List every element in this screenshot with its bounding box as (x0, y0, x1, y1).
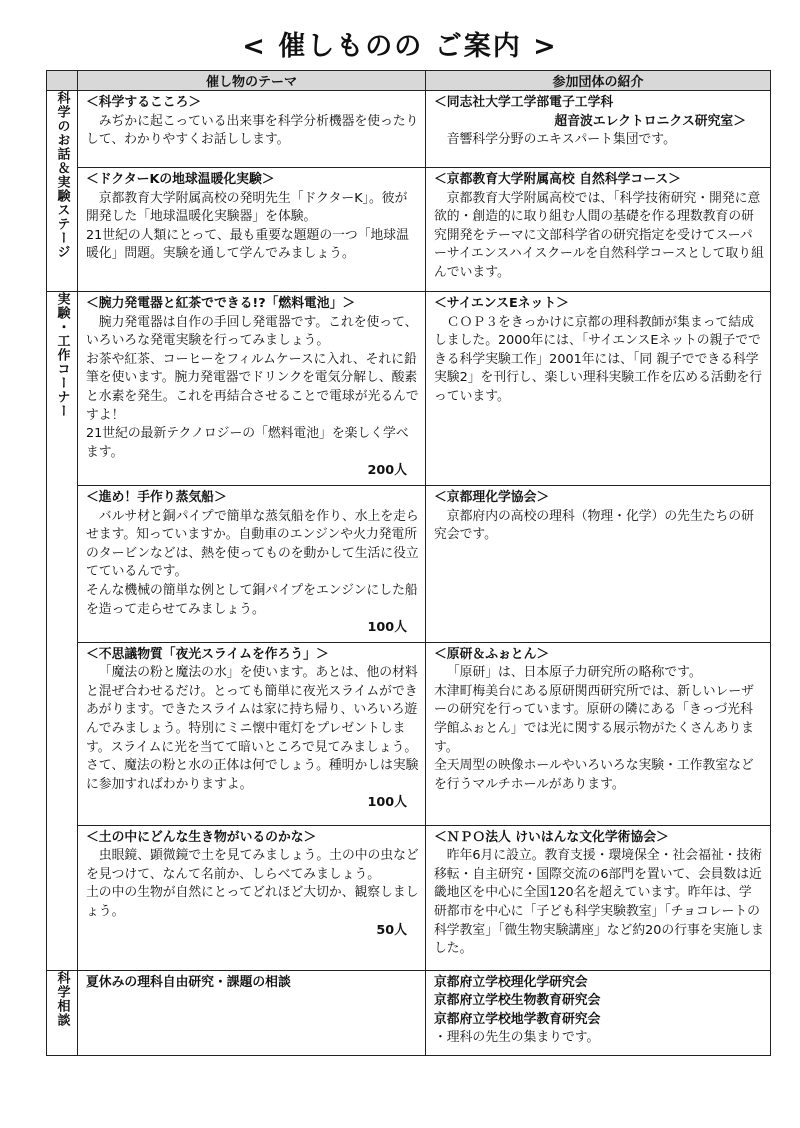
theme-cell (78, 168, 426, 292)
group-cell (426, 292, 771, 486)
consult-theme-cell (78, 970, 426, 1055)
theme-body: みぢかに起こっている出来事を科学分析機器を使ったりして、わかりやすくお話しします。 (86, 113, 419, 148)
category-stage (47, 91, 78, 292)
group-body: 「原研」は、日本原子力研究所の略称です。 木津町梅美台にある原研関西研究所では、新しいレーザーの研究を行っています。原研の隣にある「きっづ光科学館ふぉとん」では光に関する展示物がたくさんあります。 全天周型の映像ホールやいろいろな実験・工作教室などを行うマルチホールがあります。 (434, 665, 754, 792)
group-cell (426, 91, 771, 168)
group-body: 京都教育大学附属高校では、「科学技術研究・開発に意欲的・創造的に取り組む人間の基礎を作る理数教育の研究開発をテーマに文部科学省の研究指定を受けてスーパーサイエンスハイスクールを自然科学コースとして取り組んでいます。 (434, 190, 764, 280)
theme-title: ＜不思議物質「夜光スライムを作ろう」＞ (86, 646, 329, 662)
group-cell (426, 642, 771, 825)
group-title: ＜同志社大学工学部電子工学科 (434, 95, 614, 110)
group-body: 昨年6月に設立。教育支援・環境保全・社会福祉・技術移転・自主研究・国際交流の6部門を置いて、会員数は近畿地区を中心に全国120名を超えています。昨年は、学研都市を中心に「子ども科学実験教室」「チョコレートの科学教室」「微生物実験講座」など約20の行事を実施しました。 (434, 848, 764, 957)
page-title: < 催しものの ご案内 > (242, 31, 558, 62)
theme-title: ＜ドクターKの地球温暖化実験＞ (86, 172, 275, 187)
theme-cell (78, 485, 426, 642)
consult-group: 京都府立学校生物教育研究会 (434, 993, 601, 1009)
group-title: ＜ＮＰＯ法人 けいはんな文化学術協会＞ (434, 829, 669, 845)
theme-body: 虫眼鏡、顕微鏡で土を見てみましょう。土の中の虫などを見つけて、なんて名前か、しらべてみましょう。 土の中の生物が自然にとってどれほど大切か、観察しましょう。 (86, 848, 419, 920)
theme-title: ＜科学するこころ＞ (86, 95, 202, 110)
group-subtitle: 超音波エレクトロニクス研究室＞ (554, 113, 746, 129)
category-consult (47, 970, 78, 1055)
consult-group: 京都府立学校地学教育研究会 (434, 1011, 601, 1027)
category-craft (47, 292, 78, 971)
header-groups: 参加団体の紹介 (426, 71, 771, 91)
header-theme: 催し物のテーマ (78, 71, 426, 91)
theme-title: ＜腕力発電器と紅茶でできる!?「燃料電池」＞ (86, 296, 356, 311)
theme-body: 京都教育大学附属高校の発明先生「ドクターK」。彼が開発した「地球温暖化実験器」を体験。 21世紀の人類にとって、最も重要な題題の一つ「地球温暖化」問題。実験を通して学んでみましょう。 (86, 190, 409, 262)
group-cell (426, 485, 771, 642)
group-title: ＜京都理化学協会＞ (434, 489, 550, 505)
group-title: ＜サイエンスEネット＞ (434, 296, 569, 311)
capacity-count: 50人 (376, 922, 407, 938)
group-title: ＜原研＆ふぉとん＞ (434, 646, 550, 662)
consult-theme: 夏休みの理科自由研究・課題の相談 (86, 974, 291, 990)
theme-body: バルサ材と銅パイプで簡単な蒸気船を作り、水上を走らせます。知っていますか。自動車のエンジンや火力発電所のタービンなどは、熱を使ってものを動かして生活に役立てているんです。 そんな機械の簡単な例として銅パイプをエンジンにした船を造って走らせてみましょう。 (86, 508, 419, 617)
category-consult-label: 科学相談 (54, 970, 70, 1027)
theme-cell (78, 91, 426, 168)
capacity-count: 200人 (367, 463, 407, 479)
consult-note: ・理科の先生の集まりです。 (434, 1030, 600, 1046)
header-corner (47, 71, 78, 91)
theme-title: ＜土の中にどんな生き物がいるのかな＞ (86, 829, 317, 845)
theme-cell (78, 292, 426, 486)
group-title: ＜京都教育大学附属高校 自然科学コース＞ (434, 172, 681, 187)
capacity-count: 100人 (367, 795, 407, 811)
theme-title: ＜進め！手作り蒸気船＞ (86, 489, 227, 505)
category-stage-label: 科学のお話＆実験ステージ (54, 91, 70, 259)
consult-groups-cell (426, 970, 771, 1055)
group-cell (426, 168, 771, 292)
theme-cell (78, 825, 426, 970)
group-body: 音響科学分野のエキスパート集団です。 (446, 132, 676, 148)
group-body: 京都府内の高校の理科（物理・化学）の先生たちの研究会です。 (434, 508, 754, 543)
group-cell (426, 825, 771, 970)
category-craft-label: 実験・工作コーナー (54, 292, 70, 418)
theme-body: 「魔法の粉と魔法の水」を使います。あとは、他の材料と混ぜ合わせるだけ。とっても簡単に夜光スライムができあがります。できたスライムは家に持ち帰り、いろいろ遊んでみましょう。特別にミニ懐中電灯をプレゼントします。スライムに光を当てて暗いところで見てみましょう。 さて、魔法の粉と水の正体は何でしょう。種明かしは実験に参加すればわかりますよ。 (86, 665, 419, 792)
theme-body: 腕力発電器は自作の手回し発電器です。これを使って、いろいろな発電実験を行ってみましょう。 お茶や紅茶、コーヒーをフィルムケースに入れ、それに鉛筆を使います。腕力発電器でドリンクを電気分解し、酸素と水素を発生。これを再結合させることで電球が光るんですよ！ 21世紀の最新テクノロジーの「燃料電池」を楽しく学べます。 (86, 314, 419, 460)
group-body: ＣＯＰ３をきっかけに京都の理科教師が集まって結成しました。2000年には、「サイエンスEネットの親子でできる科学実験工作」2001年には、「同 親子でできる科学実験2」を刊行し、楽しい理科実験工作を広める活動を行っています。 (434, 314, 763, 404)
event-table (46, 70, 771, 1056)
capacity-count: 100人 (367, 620, 407, 636)
theme-cell (78, 642, 426, 825)
consult-group: 京都府立学校理化学研究会 (434, 974, 588, 990)
